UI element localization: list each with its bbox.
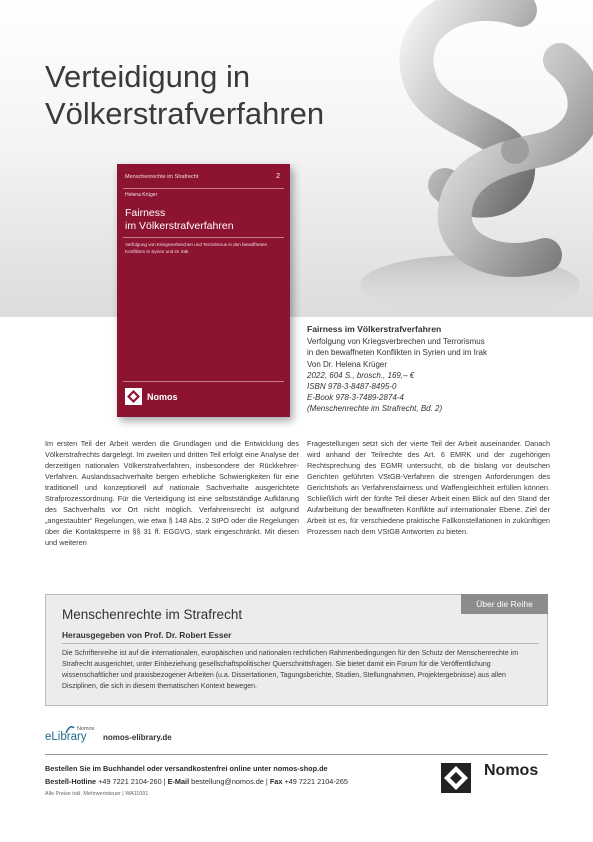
info-subtitle-line-1: Verfolgung von Kriegsverbrechen und Terrorismus (307, 337, 485, 347)
info-isbn: ISBN 978-3-8487-8495-0 (307, 382, 397, 392)
separator: | (265, 777, 268, 786)
paragraph-sign-graphic (0, 0, 593, 317)
series-box (45, 594, 548, 706)
cover-divider (123, 237, 284, 238)
series-divider (62, 643, 539, 644)
info-series-ref: (Menschenrechte im Strafrecht, Bd. 2) (307, 404, 443, 414)
elibrary-word: eLibrary (45, 731, 87, 743)
order-info (45, 762, 348, 788)
hotline-number[interactable]: +49 7221 2104-260 (98, 777, 162, 786)
separator: | (163, 777, 166, 786)
cover-title (125, 207, 275, 233)
page-title (45, 58, 324, 132)
info-subtitle-line-2: in den bewaffneten Konflikten in Syrien und im Irak (307, 348, 487, 358)
cover-title-line-1: Fairness (125, 207, 166, 219)
hero-banner (0, 0, 593, 317)
cover-author: Helena Krüger (125, 192, 158, 198)
series-tag: Über die Reihe (461, 594, 548, 614)
cover-divider (123, 188, 284, 189)
info-author: Von Dr. Helena Krüger (307, 359, 388, 369)
order-line-2 (45, 775, 348, 788)
cover-divider (123, 381, 284, 382)
elibrary-nomos: Nomos (77, 726, 95, 732)
order-headline: Bestellen Sie im Buchhandel oder versandkostenfrei online unter nomos-shop.de (45, 764, 328, 773)
info-title: Fairness im Völkerstrafverfahren (307, 324, 442, 334)
series-description: Die Schriftenreihe ist auf die internationalen, europäischen und nationalen rechtlichen Rahmenbedingungen für den Schutz der Menschenrechte im Strafrecht ausgerichtet, unter Einbeziehung gesellschaftspolitischer Querschnittsfragen. Sie bietet damit ein Forum für die Veröffentlichung wissenschaftlicher und praxisbezogener Arbeiten (u.a. Dissertationen, Tagungsberichte, Studien, Stellungnahmen, Projektergebnisse) aus allen Disziplinen, die sich in diesem thematischen Kontext bewegen. (62, 650, 519, 690)
body-column-1: Im ersten Teil der Arbeit werden die Grundlagen und die Entwicklung des Völkerstrafrechts dargelegt. Im zweiten und dritten Teil erfolgt eine Analyse der derzeitigen nationalen Völkerstrafverfahren, insbesondere der Rückkehrer-Verfahren. Auslandssachverhalte bergen erhebliche Schwierigkeiten für eine traditionell und konzeptionell auf nationale Sachverhalte ausgerichtete Strafprozessordnung. Für die Verteidigung ist eine selbstständige Aufklärung des Sachverhalts vor Ort nicht möglich. Verfahrensrecht ist aufgrund „angestaubter“ Regelungen, wie etwa § 148 Abs. 2 StPO oder die Regelungen über die Kontaktsperre in §§ 31 ff. EGGVG, stark eingeschränkt. Mit diesen und weiteren (45, 439, 299, 547)
series-editor: Herausgegeben von Prof. Dr. Robert Esser (62, 630, 232, 640)
title-line-2: Völkerstrafverfahren (45, 96, 325, 131)
fax-number: +49 7221 2104-265 (284, 777, 348, 786)
email-label: E-Mail (167, 777, 190, 786)
info-subtitle (307, 336, 487, 358)
fine-print: Alle Preise inkl. Mehrwertsteuer | WA11091 (45, 791, 149, 797)
cover-publisher: Nomos (147, 392, 178, 402)
order-line-1 (45, 762, 348, 775)
body-column-2: Fragestellungen setzt sich der vierte Teil der Arbeit auseinander. Danach wird anhand der Teilrechte des Art. 6 EMRK und der zugehörigen Rechtsprechung des EGMR untersucht, ob die bislang vor deutschen Gerichten geführten VStGB-Verfahren die strengen Anforderungen des Gerichtshofs an Verfahrensfairness und Waffengleichheit erfüllen können. Schließlich wirft der fünfte Teil dieser Arbeit einen Blick auf den Stand der Aufarbeitung der bewaffneten Konflikte auf internationaler Ebene. Ziel der Arbeit ist es, für verschiedene praktische Fallkonstellationen in zukünftigen Prozessen nach dem VStGB Antworten zu bieten. (307, 439, 550, 536)
book-info (307, 324, 487, 415)
cover-subtitle: Verfolgung von Kriegsverbrechen und Terrorismus in den bewaffneten Konflikten in Syrien und im Irak (125, 242, 268, 254)
title-line-1: Verteidigung in (45, 59, 251, 94)
cover-volume: 2 (276, 173, 280, 180)
cover-title-line-2: im Völkerstrafverfahren (125, 220, 234, 232)
email-address[interactable]: bestellung@nomos.de (191, 777, 264, 786)
hotline-label: Bestell-Hotline (45, 777, 97, 786)
info-ebook: E-Book 978-3-7489-2874-4 (307, 393, 404, 403)
nomos-logo-icon (125, 388, 142, 405)
cover-series: Menschenrechte im Strafrecht (125, 174, 199, 180)
nomos-logo-text: Nomos (484, 762, 539, 779)
nomos-logo-icon (441, 763, 471, 793)
fax-label: Fax (269, 777, 283, 786)
footer-divider (45, 754, 548, 755)
book-cover (117, 164, 290, 417)
elibrary-link[interactable]: nomos-elibrary.de (103, 733, 172, 742)
info-details: 2022, 604 S., brosch., 169,– € (307, 370, 415, 380)
series-title: Menschenrechte im Strafrecht (62, 607, 243, 622)
